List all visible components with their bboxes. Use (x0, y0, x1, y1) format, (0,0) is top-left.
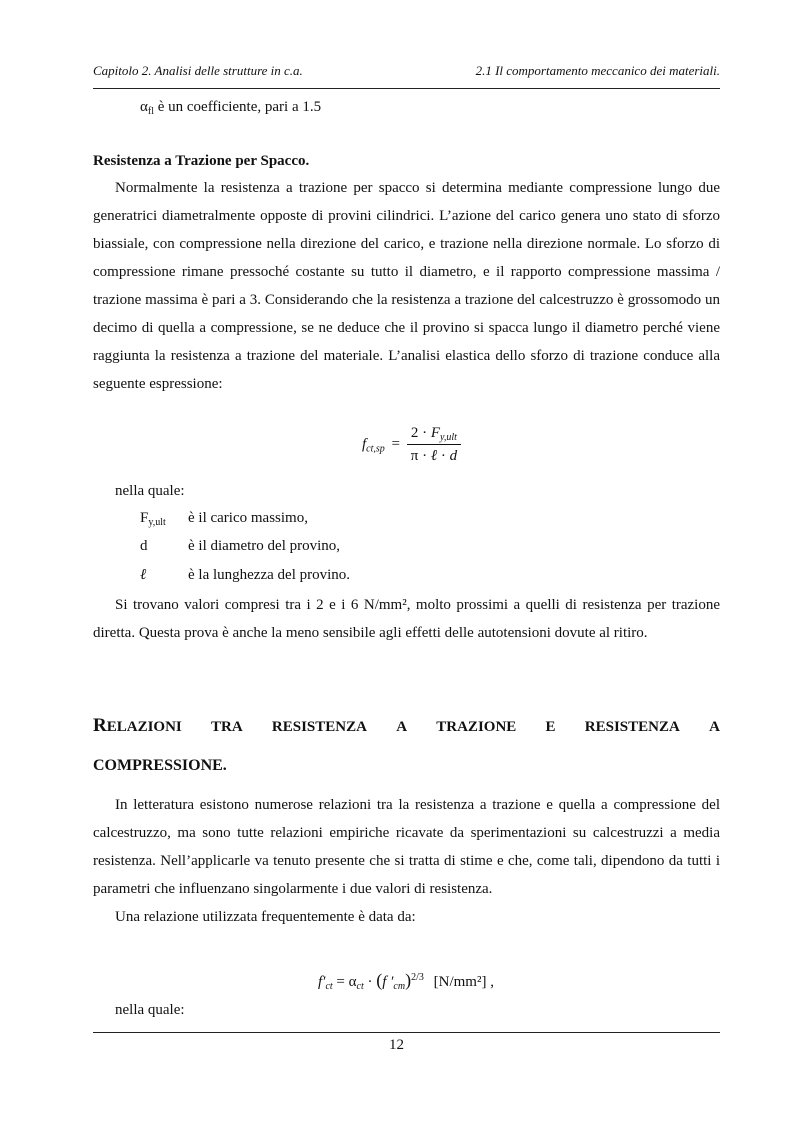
def-symbol-F (140, 510, 166, 527)
den-dot: · (437, 448, 450, 464)
def-text-ell: è la lunghezza del provino. (188, 567, 351, 583)
den-d: d (449, 448, 458, 464)
formula2-equals: = (332, 974, 349, 990)
formula1-lhs: f (362, 436, 367, 453)
section-title-relazioni (93, 715, 720, 737)
num-F: F (430, 425, 441, 441)
paragraph-valori: Si trovano valori compresi tra i 2 e i 6 N/mm², molto prossimi a quelli di resistenza per trazione diretta. Questa prova è anche la meno sensibile agli effetti delle autotensioni dovute al ritiro. (93, 597, 720, 641)
formula2-alpha: α (348, 974, 357, 990)
nella-quale-2: nella quale: (115, 1002, 185, 1018)
alpha-fl-definition (140, 99, 321, 116)
title-word-resistenza-2: RESISTENZA (584, 719, 680, 735)
title-initial-r: R (93, 715, 107, 736)
formula2-lhs: f′ (318, 974, 326, 990)
title-word-a-1: A (396, 719, 408, 735)
formula2-paren-open: ( (376, 970, 383, 990)
formula-fct (318, 970, 494, 991)
formula1-denominator (407, 445, 461, 465)
section-title-compressione: COMPRESSIONE. (93, 757, 227, 774)
formula2-lhs-sub: ct (325, 981, 333, 992)
formula2-unit: [N/mm²] , (429, 974, 494, 990)
title-word-resistenza-1: RESISTENZA (271, 719, 367, 735)
paragraph-letteratura: In letteratura esistono numerose relazioni tra la resistenza a trazione e quella a compressione del calcestruzzo, ma sono tutte relazioni empiriche ricavate da sperimentazioni su calcestruzzi a media resistenza. Nell’applicarle va tenuto presente che si tratta di stime e che, come tali, dipendono da tutti i parametri che influenzano singolarmente i due valori di resistenza. (93, 797, 720, 897)
alpha-symbol: α (140, 99, 148, 115)
footer-rule (93, 1032, 720, 1033)
formula1-numerator (407, 425, 461, 445)
title-word-tra: TRA (211, 719, 243, 735)
formula2-inner: f ′ (382, 974, 394, 990)
formula2-exponent: 2/3 (411, 972, 424, 983)
paragraph-relazione: Una relazione utilizzata frequentemente è data da: (115, 909, 416, 925)
formula1-lhs-sub: ct,sp (366, 443, 385, 455)
formula-fct-sp (362, 425, 461, 465)
num-sub: y,ult (440, 432, 457, 443)
formula2-alpha-sub: ct (356, 981, 364, 992)
section-title-spacco: Resistenza a Trazione per Spacco. (93, 153, 310, 169)
def-symbol-d: d (140, 538, 148, 554)
def-text-d: è il diametro del provino, (188, 538, 341, 554)
title-word-trazione: TRAZIONE (436, 719, 517, 735)
def-F-sub: y,ult (148, 517, 166, 528)
nella-quale-1: nella quale: (115, 483, 185, 499)
title-word-a-2: A (709, 719, 720, 735)
running-header-right: 2.1 Il comportamento meccanico dei materiali. (475, 63, 720, 78)
alpha-definition-text: è un coefficiente, pari a 1.5 (153, 99, 322, 115)
den-pi: π · (410, 448, 431, 464)
alpha-subscript: fl (147, 106, 154, 117)
den-ell: ℓ (430, 448, 438, 464)
running-header-left: Capitolo 2. Analisi delle strutture in c.a. (93, 63, 303, 78)
formula1-equals: = (391, 436, 400, 453)
formula2-paren-close: ) (405, 970, 412, 990)
num-two: 2 · (410, 425, 431, 441)
def-text-F: è il carico massimo, (188, 510, 308, 526)
formula1-fraction (407, 425, 461, 465)
def-F: F (140, 510, 149, 526)
paragraph-spacco: Normalmente la resistenza a trazione per spacco si determina mediante compressione lungo due generatrici diametralmente opposte di provini cilindrici. L’azione del carico genera uno stato di sforzo biassiale, con compressione nella direzione del carico, e trazione nella direzione normale. Lo sforzo di compressione rimane pressoché costante su tutto il diametro, e il rapporto compressione massima / trazione massima è pari a 3. Considerando che la resistenza a trazione del calcestruzzo è grossomodo un decimo di quella a compressione, se ne deduce che il provino si spacca lungo il diametro perché viene raggiunta la resistenza a trazione del materiale. L’analisi elastica dello sforzo di trazione conduce alla seguente espressione: (93, 180, 720, 392)
header-rule (93, 88, 720, 89)
def-symbol-ell: ℓ (140, 567, 147, 583)
formula2-dot: · (363, 974, 377, 990)
title-rest-relazioni: ELAZIONI (106, 719, 182, 735)
formula2-inner-sub: cm (393, 981, 406, 992)
title-word-e: E (545, 719, 556, 735)
title-word-relazioni (93, 715, 182, 737)
page-number: 12 (389, 1037, 404, 1053)
